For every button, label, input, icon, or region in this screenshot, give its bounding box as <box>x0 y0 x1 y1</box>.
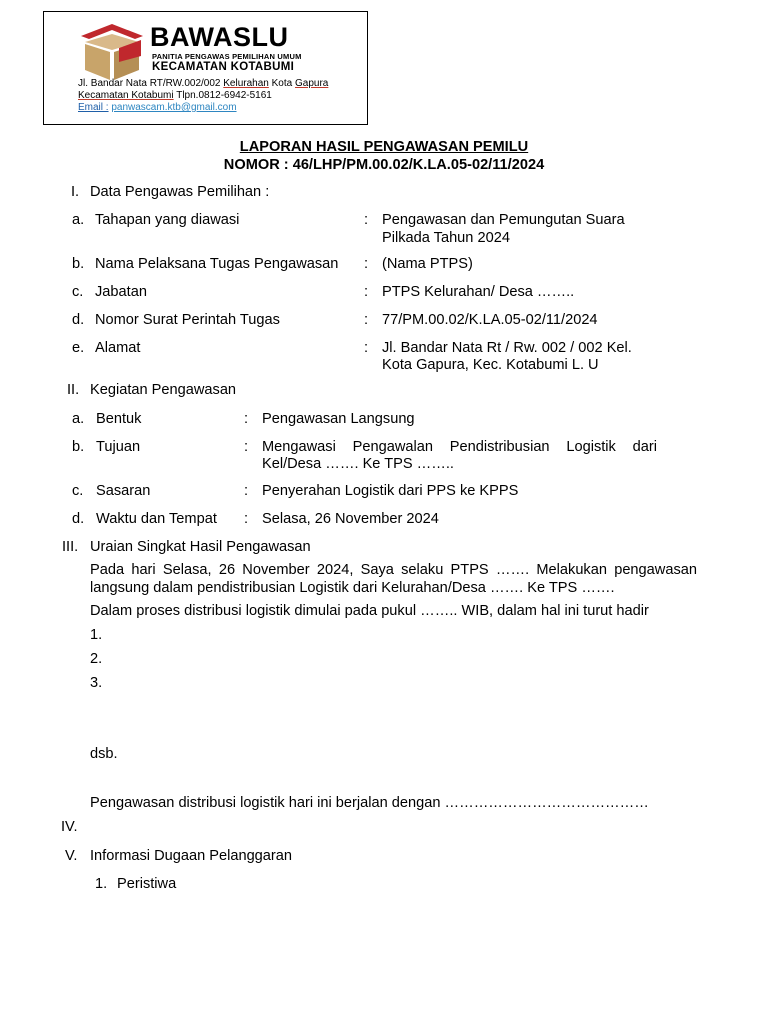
phone-text: Tlpn.0812-6942-5161 <box>173 90 272 101</box>
para-word: ……. <box>495 562 530 578</box>
row-key: b. <box>72 256 85 272</box>
value-word: Pengawalan <box>352 439 433 455</box>
row-separator: : <box>244 439 249 455</box>
row-label: Tahapan yang diawasi <box>95 212 240 228</box>
para-word: Melakukan <box>536 562 607 578</box>
row-key: a. <box>72 212 85 228</box>
report-number: NOMOR : 46/LHP/PM.00.02/K.LA.05-02/11/2024 <box>223 157 545 173</box>
email-link[interactable]: panwascam.ktb@gmail.com <box>111 102 237 113</box>
list-item-label: Peristiwa <box>117 876 177 892</box>
row-label: Nomor Surat Perintah Tugas <box>95 312 280 328</box>
row-separator: : <box>364 284 369 300</box>
value-word: dari <box>632 439 657 455</box>
section-number: I. <box>71 184 80 200</box>
section-number: IV. <box>61 819 78 835</box>
bawaslu-logo-icon <box>79 22 145 82</box>
row-value: Pengawasan dan Pemungutan Suara <box>382 212 625 228</box>
row-value: Pilkada Tahun 2024 <box>382 230 510 246</box>
org-name: BAWASLU <box>150 22 289 52</box>
section-title: Kegiatan Pengawasan <box>90 382 237 398</box>
row-separator: : <box>364 312 369 328</box>
row-value: Penyerahan Logistik dari PPS ke KPPS <box>262 483 519 499</box>
row-separator: : <box>244 411 249 427</box>
row-separator: : <box>244 483 249 499</box>
letterhead-box <box>43 11 368 125</box>
row-label: Nama Pelaksana Tugas Pengawasan <box>95 256 339 272</box>
row-key: c. <box>72 483 84 499</box>
row-value: 77/PM.00.02/K.LA.05-02/11/2024 <box>382 312 598 328</box>
email-line <box>78 102 237 114</box>
section-number: III. <box>62 539 79 555</box>
row-key: d. <box>72 511 85 527</box>
row-value: Selasa, 26 November 2024 <box>262 511 439 527</box>
value-word: Logistik <box>566 439 616 455</box>
list-item-number: 1. <box>95 876 108 892</box>
row-value: PTPS Kelurahan/ Desa …….. <box>382 284 575 300</box>
row-separator: : <box>364 212 369 228</box>
para-word: pengawasan <box>614 562 697 578</box>
row-label: Alamat <box>95 340 141 356</box>
paragraph-line-justified <box>90 561 697 579</box>
row-separator: : <box>364 256 369 272</box>
para-word: Selasa, <box>162 562 212 578</box>
row-label: Waktu dan Tempat <box>96 511 217 527</box>
address-text: Kelurahan <box>223 78 269 89</box>
org-district: KECAMATAN KOTABUMI <box>152 61 295 73</box>
row-separator: : <box>364 340 369 356</box>
section-title: Uraian Singkat Hasil Pengawasan <box>90 539 311 555</box>
row-key: c. <box>72 284 84 300</box>
para-word: November <box>242 562 310 578</box>
row-key: e. <box>72 340 85 356</box>
row-key: d. <box>72 312 85 328</box>
etc-text: dsb. <box>90 746 118 762</box>
row-value: Kota Gapura, Kec. Kotabumi L. U <box>382 357 599 373</box>
row-value-justified <box>262 438 657 456</box>
row-separator: : <box>244 511 249 527</box>
section-title: Informasi Dugaan Pelanggaran <box>90 848 293 864</box>
para-word: 26 <box>218 562 236 578</box>
row-label: Sasaran <box>96 483 151 499</box>
section-number: V. <box>65 848 78 864</box>
row-value: Kel/Desa ……. Ke TPS …….. <box>262 456 454 472</box>
para-word: 2024, <box>316 562 354 578</box>
email-label: Email : <box>78 102 109 113</box>
list-item-number: 2. <box>90 651 103 667</box>
list-item-number: 3. <box>90 675 103 691</box>
row-label: Jabatan <box>95 284 147 300</box>
value-word: Mengawasi <box>262 439 336 455</box>
closing-line: Pengawasan distribusi logistik hari ini berjalan dengan …………………………………… <box>90 795 649 811</box>
address-line-2 <box>78 90 272 102</box>
row-value: Jl. Bandar Nata Rt / Rw. 002 / 002 Kel. <box>382 340 632 356</box>
value-word: Pendistribusian <box>449 439 550 455</box>
para-word: selaku <box>401 562 444 578</box>
para-word: Saya <box>360 562 394 578</box>
address-text: Gapura <box>295 78 329 89</box>
list-item-number: 1. <box>90 627 103 643</box>
para-word: Pada <box>90 562 125 578</box>
row-key: b. <box>72 439 85 455</box>
row-label: Tujuan <box>96 439 141 455</box>
address-text: Kecamatan Kotabumi <box>78 90 174 101</box>
org-subtitle: PANITIA PENGAWAS PEMILIHAN UMUM <box>152 52 302 61</box>
report-title: LAPORAN HASIL PENGAWASAN PEMILU <box>239 139 529 155</box>
paragraph-line: langsung dalam pendistribusian Logistik dari Kelurahan/Desa ……. Ke TPS ……. <box>90 580 615 596</box>
row-value: Pengawasan Langsung <box>262 411 415 427</box>
address-line-1 <box>78 78 328 90</box>
section-number: II. <box>67 382 80 398</box>
address-text: Kota <box>268 78 295 89</box>
section-title: Data Pengawas Pemilihan : <box>90 184 270 200</box>
address-text: Jl. Bandar Nata RT/RW.002/002 <box>78 78 224 89</box>
para-word: PTPS <box>450 562 489 578</box>
row-key: a. <box>72 411 85 427</box>
row-label: Bentuk <box>96 411 142 427</box>
paragraph-line: Dalam proses distribusi logistik dimulai pada pukul …….. WIB, dalam hal ini turut hadir <box>90 603 649 619</box>
row-value: (Nama PTPS) <box>382 256 473 272</box>
para-word: hari <box>131 562 156 578</box>
